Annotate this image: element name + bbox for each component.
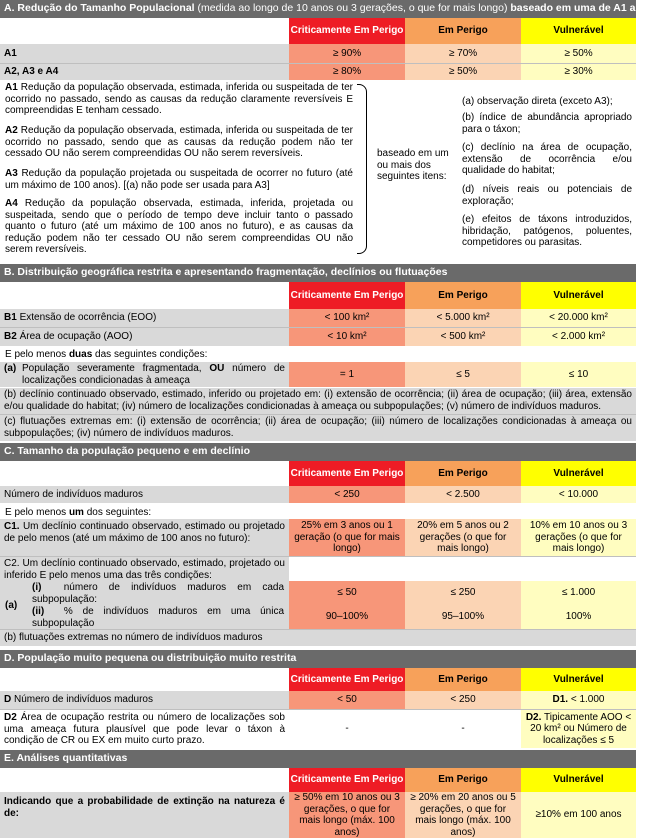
c-row-label: Número de indivíduos maduros <box>0 486 289 503</box>
b-cond-a-post: número de localizações condicionadas à ameaça <box>22 363 285 386</box>
c2-ai-text <box>32 582 284 605</box>
c-head-vu: Vulnerável <box>521 461 636 486</box>
c-row-vu: < 10.000 <box>521 486 636 503</box>
criterion-e: (e) efeitos de táxons introduzidos, hibridação, patógenos, poluentes, competidores ou parasitas. <box>462 214 632 248</box>
a3-text: Redução da população projetada ou suspeitada de ocorrer no futuro (até um máximo de 100 anos). [(a) não pode ser usada para A3] <box>5 168 353 191</box>
c1-cr: 25% em 3 anos ou 1 geração (o que for mais longo) <box>289 519 405 556</box>
section-c-header <box>0 443 636 461</box>
d-en: < 250 <box>405 691 521 709</box>
c-head-en: Em Perigo <box>405 461 521 486</box>
c1-vu: 10% em 10 anos ou 3 gerações (o que for mais longo) <box>521 519 636 556</box>
b-and-post: das seguintes condições: <box>92 349 208 360</box>
c2-ai-code: (i) <box>32 582 42 593</box>
b-and-bold: duas <box>68 349 93 360</box>
c-and-bold: um <box>68 507 84 518</box>
c2-label: C2. Um declínio continuado observado, estimado, projetado ou inferido E pelo menos uma das três condições: <box>0 557 289 581</box>
c-b-row: (b) flutuações extremas no número de indivíduos maduros <box>0 630 636 646</box>
b-cond-a-bold: OU <box>209 363 225 374</box>
a2-item <box>5 125 353 160</box>
criterion-a: (a) observação direta (exceto A3); <box>462 96 613 107</box>
b1-code: B1 <box>4 312 17 324</box>
a1-item <box>5 82 353 117</box>
d1-code: D1. <box>552 694 569 706</box>
b2-vu: < 2.000 km² <box>521 328 636 346</box>
d-head-en: Em Perigo <box>405 668 521 691</box>
b1-vu: < 20.000 km² <box>521 309 636 327</box>
b2-en: < 500 km² <box>405 328 521 346</box>
d2-label <box>0 710 289 748</box>
b-and-text <box>5 349 405 361</box>
section-b-title: B. Distribuição geográfica restrita e apresentando fragmentação, declínios ou flutuações <box>4 266 448 278</box>
c2-aii-cr: 90–100% <box>289 605 405 629</box>
d2-code: D2 <box>4 712 17 723</box>
d2-cr: - <box>345 723 349 735</box>
d1-value: < 1.000 <box>570 694 605 706</box>
a1-cr: ≥ 90% <box>289 44 405 63</box>
e-vu: ≥10% em 100 anos <box>521 792 636 838</box>
c2-ai-vu: ≤ 1.000 <box>521 581 636 605</box>
d2-vu-code: D2. <box>525 711 542 723</box>
c1-en: 20% em 5 anos ou 2 gerações (o que for mais longo) <box>405 519 521 556</box>
e-head-cr: Criticamente Em Perigo <box>289 768 405 792</box>
a-head-en: Em Perigo <box>405 18 521 44</box>
c1-text: Um declínio continuado observado, estimado ou projetado de pelo menos (até um máximo de 100 anos no futuro): <box>4 521 285 544</box>
a4-text: Redução da população observada, estimada, inferida, projetada ou suspeitada, sendo que o período de tempo deve incluir tanto o passado quanto o futuro (até um máximo de 100 anos no futuro), e as causas da redução podem não ter cessado OU não serem compreendidas OU não serem reversíveis. <box>5 198 354 255</box>
b2-cr: < 10 km² <box>289 328 405 346</box>
a4-item <box>5 198 353 256</box>
b2-label <box>0 328 289 346</box>
b-cond-a-cr: = 1 <box>289 362 405 387</box>
c2-ai-cr: ≤ 50 <box>289 581 405 605</box>
c2-aii-code: (ii) <box>32 606 45 617</box>
criterion-b: (b) índice de abundância apropriado para o táxon; <box>462 112 632 135</box>
d-head-cr: Criticamente Em Perigo <box>289 668 405 691</box>
b2-text: Área de ocupação (AOO) <box>19 331 133 343</box>
d-code: D <box>4 694 12 706</box>
e-cr: ≥ 50% em 10 anos ou 3 gerações, o que for mais longo (máx. 100 anos) <box>289 792 405 838</box>
b1-cr: < 100 km² <box>289 309 405 327</box>
a1-en: ≥ 70% <box>405 44 521 63</box>
b1-label <box>0 309 289 327</box>
a1-label: A1 <box>0 44 289 63</box>
b-cond-a-vu: ≤ 10 <box>521 362 636 387</box>
a1-text: Redução da população observada, estimada, inferida ou suspeitada de ter ocorrido no passado, sendo as causas da redução claramente reversíveis E compreendidas E tenham cessado. <box>5 82 353 116</box>
b-head-cr: Criticamente Em Perigo <box>289 282 405 309</box>
a2-code: A2 <box>5 125 18 136</box>
d-label <box>0 691 289 709</box>
c2-aii-text <box>32 606 284 629</box>
d-head-vu: Vulnerável <box>521 668 636 691</box>
c-and-post: dos seguintes: <box>83 507 152 518</box>
c2-aii-en: 95–100% <box>405 605 521 629</box>
a-head-vu: Vulnerável <box>521 18 636 44</box>
d2-vu-value: Tipicamente AOO < 20 km² ou Número de localizações ≤ 5 <box>530 711 632 746</box>
d2-vu <box>521 710 636 748</box>
b-cond-a-pre: População severamente fragmentada, <box>22 363 210 374</box>
e-head-en: Em Perigo <box>405 768 521 792</box>
a3-item <box>5 168 353 191</box>
e-en: ≥ 20% em 20 anos ou 5 gerações, o que for mais longo (máx. 100 anos) <box>405 792 521 838</box>
b1-en: < 5.000 km² <box>405 309 521 327</box>
section-b-header <box>0 264 636 282</box>
section-e-title: E. Análises quantitativas <box>4 752 128 764</box>
c2-a-block <box>0 581 289 629</box>
c2-aii-vu: 100% <box>521 605 636 629</box>
c2-ai-body: número de indivíduos maduros em cada subpopulação: <box>32 582 285 605</box>
b-cond-c: (c) flutuações extremas em: (i) extensão de ocorrência; (ii) área de ocupação; (iii) número de localizações condicionadas à ameaça ou subpopulações; (iv) número de indivíduos maduros. <box>0 415 636 441</box>
c1-label <box>0 519 289 556</box>
b-and-pre: E pelo menos <box>5 349 69 360</box>
a1-code: A1 <box>5 82 18 93</box>
section-d-header <box>0 650 636 668</box>
section-a-subtitle: (medida ao longo de 10 anos ou 3 gerações, o que for mais longo) <box>197 2 508 14</box>
d2-text: Área de ocupação restrita ou número de localizações sob uma ameaça futura plausível que pode levar o táxon à condição de CR ou EX em muito curto prazo. <box>4 712 285 746</box>
b-cond-a-code: (a) <box>4 363 17 374</box>
a234-label: A2, A3 e A4 <box>0 64 289 80</box>
e-label: Indicando que a probabilidade de extinção na natureza é de: <box>0 792 289 838</box>
c-row-cr: < 250 <box>289 486 405 503</box>
c2-aii-body: % de indivíduos maduros em uma única subpopulação <box>32 606 285 629</box>
criterion-c: (c) declínio na área de ocupação, extensão de ocorrência e/ou qualidade do habitat; <box>462 142 632 176</box>
c-head-cr: Criticamente Em Perigo <box>289 461 405 486</box>
b-cond-b: (b) declínio continuado observado, estimado, inferido ou projetado em: (i) extensão de ocorrência; (ii) área de ocupação; (iii) área, extensão e/ou qualidade do habitat; (iv) número de localizações condicionadas à ameaça ou subpopulações; (v) número de indivíduos maduros. <box>0 388 636 414</box>
section-e-header <box>0 750 636 768</box>
a2-text: Redução da população observada, estimada, inferida ou suspeitada de ter ocorrido no passado, sendo que as causas da redução podem não ter cessado OU não serem compreendidas OU não serem reversíveis. <box>5 125 353 159</box>
a3-code: A3 <box>5 168 18 179</box>
c-and-text <box>5 507 405 519</box>
b1-text: Extensão de ocorrência (EOO) <box>19 312 157 324</box>
b2-code: B2 <box>4 331 17 343</box>
based-on-text: baseado em um ou mais dos seguintes itens: <box>377 148 449 182</box>
section-d-title: D. População muito pequena ou distribuição muito restrita <box>4 652 297 664</box>
brace <box>357 84 367 254</box>
c-row-en: < 2.500 <box>405 486 521 503</box>
section-c-title: C. Tamanho da população pequeno e em declínio <box>4 445 251 457</box>
d-vu <box>521 691 636 709</box>
b-head-vu: Vulnerável <box>521 282 636 309</box>
d-cr: < 50 <box>289 691 405 709</box>
b-cond-a <box>0 362 289 387</box>
d2-en: - <box>461 723 465 735</box>
a1-vu: ≥ 50% <box>521 44 636 63</box>
section-a-title-tail: baseado em uma de A1 a A4 <box>510 2 651 14</box>
e-head-vu: Vulnerável <box>521 768 636 792</box>
c2-a-code: (a) <box>5 600 18 611</box>
b-head-en: Em Perigo <box>405 282 521 309</box>
criterion-d: (d) níveis reais ou potenciais de exploração; <box>462 184 632 207</box>
a-head-cr: Criticamente Em Perigo <box>289 18 405 44</box>
a234-vu: ≥ 30% <box>521 64 636 80</box>
c1-code: C1. <box>4 521 20 532</box>
a234-en: ≥ 50% <box>405 64 521 80</box>
c-and-pre: E pelo menos <box>5 507 69 518</box>
section-a-title: A. Redução do Tamanho Populacional <box>4 2 195 14</box>
a4-code: A4 <box>5 198 18 209</box>
c2-ai-en: ≤ 250 <box>405 581 521 605</box>
b-cond-a-en: ≤ 5 <box>405 362 521 387</box>
a234-cr: ≥ 80% <box>289 64 405 80</box>
d-text: Número de indivíduos maduros <box>14 694 153 706</box>
section-a-header <box>0 0 651 18</box>
